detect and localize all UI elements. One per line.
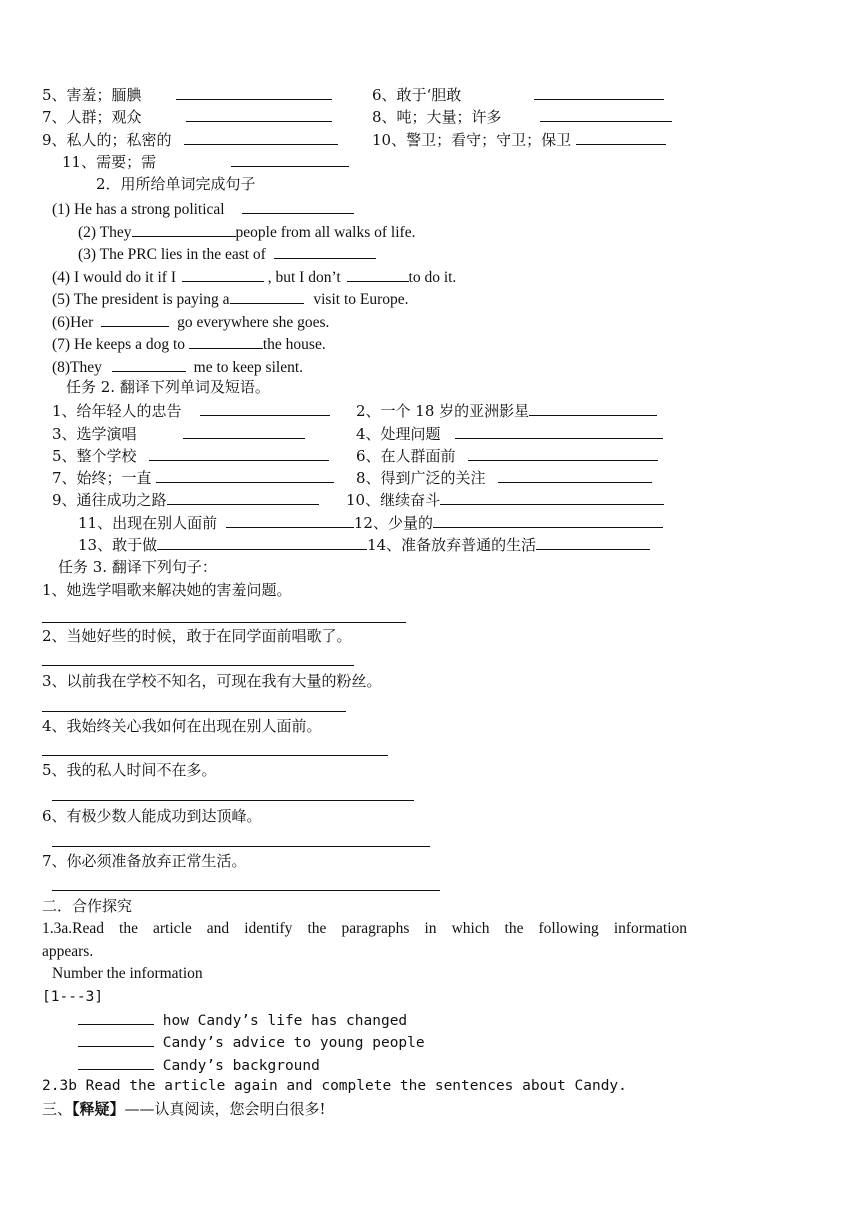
sentence-q6: 6、有极少数人能成功到达顶峰。 [42,807,262,825]
answer-blank[interactable] [200,400,330,416]
answer-blank[interactable] [455,423,663,439]
phrase-6: 6、在人群面前 [356,445,658,465]
vocab-label: 5、害羞；腼腆 [42,86,142,104]
phrase-9: 9、通往成功之路 [52,489,319,509]
sentence-8: (8)They me to keep silent. [52,356,303,376]
answer-blank[interactable] [182,266,264,282]
vocab-item-7 [42,106,332,126]
instruction-number: Number the information [52,965,203,982]
part2-heading: 二．合作探究 [42,897,133,915]
answer-blank[interactable] [231,151,349,167]
instruction-3a: 1.3a.Read the article and identify the paragraphs in which the following information [42,920,687,937]
answer-line[interactable] [42,755,388,756]
vocab-item-11 [62,151,349,171]
answer-blank[interactable] [78,1054,154,1070]
phrase-8: 8、得到广泛的关注 [356,467,652,487]
answer-blank[interactable] [230,288,304,304]
sentence-7: (7) He keeps a dog to the house. [52,333,326,353]
task2-heading: 任务 2. 翻译下列单词及短语。 [66,378,270,396]
vocab-label: 7、人群；观众 [42,108,142,126]
phrase-5: 5、整个学校 [52,445,329,465]
sentence-q5: 5、我的私人时间不在多。 [42,761,217,779]
phrase-13: 13、敢于做 14、准备放弃普通的生活 [78,534,650,554]
section-heading: 2．用所给单词完成句子 [96,175,256,193]
answer-blank[interactable] [184,129,338,145]
sentence-q3: 3、以前我在学校不知名，可现在我有大量的粉丝。 [42,672,382,690]
info-item-3: Candy’s background [78,1054,320,1074]
vocab-label: 11、需要；需 [62,153,157,171]
phrase-12: 12、少量的 [353,514,433,532]
instruction-3a-cont: appears. [42,943,94,960]
vocab-item-10 [372,129,666,149]
answer-blank[interactable] [536,534,650,550]
phrase-4: 4、处理问题 [356,423,663,443]
part3-heading: 三、【释疑】——认真阅读，您会明白很多! [42,1100,326,1118]
phrase-2: 2、一个 18 岁的亚洲影星 [356,400,657,420]
task3-heading: 任务 3. 翻译下列句子： [58,558,217,576]
vocab-label: 6、敢于‘胆敢 [372,86,462,104]
answer-blank[interactable] [576,129,666,145]
answer-blank[interactable] [529,400,657,416]
answer-blank[interactable] [78,1009,154,1025]
sentence-6: (6)Her go everywhere she goes. [52,311,329,331]
info-item-2: Candy’s advice to young people [78,1031,425,1051]
answer-blank[interactable] [226,512,354,528]
phrase-1: 1、给年轻人的忠告 [52,400,330,420]
answer-blank[interactable] [274,243,376,259]
answer-line[interactable] [52,800,414,801]
phrase-3: 3、选学演唱 [52,423,305,443]
sentence-2: (2) They people from all walks of life. [78,221,415,241]
answer-blank[interactable] [186,106,332,122]
phrase-7: 7、始终；一直 [52,467,334,487]
answer-blank[interactable] [433,512,663,528]
sentence-q2: 2、当她好些的时候，敢于在同学面前唱歌了。 [42,627,352,645]
answer-blank[interactable] [242,198,354,214]
answer-blank[interactable] [498,467,652,483]
phrase-11: 11、出现在别人面前 12、少量的 [78,512,663,532]
answer-blank[interactable] [156,467,334,483]
answer-blank[interactable] [347,266,409,282]
sentence-3: (3) The PRC lies in the east of [78,243,376,263]
answer-blank[interactable] [540,106,672,122]
phrase-14: 14、准备放弃普通的生活 [367,536,537,554]
answer-blank[interactable] [440,489,664,505]
paragraph-range: [1---3] [42,989,104,1005]
answer-blank[interactable] [183,423,305,439]
answer-blank[interactable] [132,221,236,237]
answer-blank[interactable] [176,84,332,100]
answer-blank[interactable] [157,534,367,550]
vocab-item-6 [372,84,664,104]
answer-blank[interactable] [468,445,658,461]
vocab-item-9 [42,129,338,149]
answer-line[interactable] [42,665,354,666]
vocab-label: 8、吨；大量；许多 [372,108,502,126]
answer-blank[interactable] [78,1031,154,1047]
vocab-label: 9、私人的；私密的 [42,131,172,149]
phrase-10: 10、继续奋斗 [346,489,664,509]
vocab-label: 10、警卫；看守；守卫；保卫 [372,131,572,149]
answer-blank[interactable] [189,333,263,349]
instruction-3b: 2.3b Read the article again and complete the sentences about Candy. [42,1078,627,1094]
info-item-1: how Candy’s life has changed [78,1009,407,1029]
sentence-q4: 4、我始终关心我如何在出现在别人面前。 [42,717,322,735]
answer-blank[interactable] [167,489,319,505]
sentence-4: (4) I would do it if I , but I don’t to do it. [52,266,456,286]
sentence-5: (5) The president is paying a visit to Europe. [52,288,409,308]
answer-blank[interactable] [112,356,186,372]
sentence-1: (1) He has a strong political [52,198,354,218]
sentence-q7: 7、你必须准备放弃正常生活。 [42,852,247,870]
answer-blank[interactable] [534,84,664,100]
answer-blank[interactable] [149,445,329,461]
answer-line[interactable] [52,890,440,891]
answer-line[interactable] [42,622,406,623]
answer-line[interactable] [52,846,430,847]
sentence-q1: 1、她选学唱歌来解决她的害羞问题。 [42,581,292,599]
answer-blank[interactable] [101,311,169,327]
vocab-item-8 [372,106,672,126]
answer-line[interactable] [42,711,346,712]
vocab-item-5 [42,84,332,104]
